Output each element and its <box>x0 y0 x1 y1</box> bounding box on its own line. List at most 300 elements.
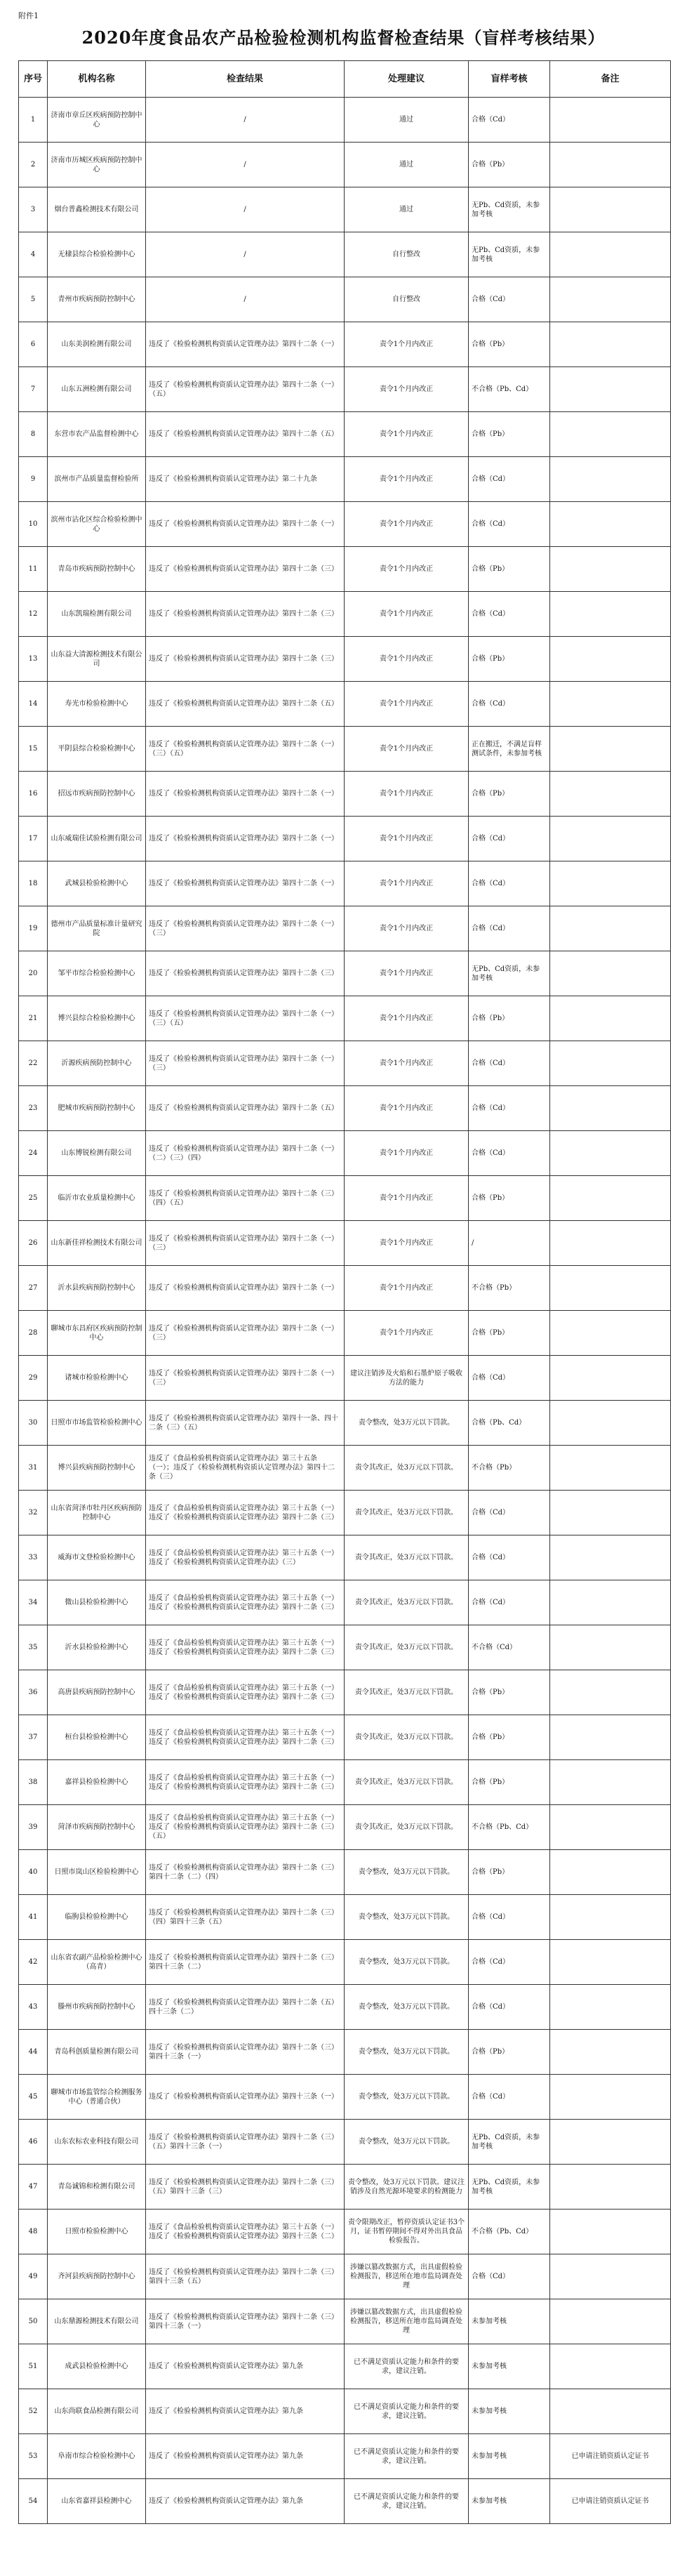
cell-advice: 已不满足资质认定能力和条件的要求，建议注销。 <box>345 2434 469 2479</box>
cell-blind-test: 合格（Pb） <box>469 1176 550 1221</box>
cell-org-name: 招远市疾病预防控制中心 <box>48 772 146 817</box>
table-row <box>19 1850 671 1895</box>
table-row <box>19 1356 671 1401</box>
cell-remark <box>550 817 671 861</box>
cell-check-result: / <box>146 98 345 143</box>
cell-org-name: 沂水县检验检测中心 <box>48 1625 146 1670</box>
col-header-remark: 备注 <box>550 61 671 98</box>
cell-no: 37 <box>19 1715 48 1760</box>
cell-check-result: 违反了《检验检测机构资质认定管理办法》第四十二条（三）第四十三条（二） <box>146 1940 345 1985</box>
table-row <box>19 727 671 772</box>
cell-advice: 责令1个月内改正 <box>345 817 469 861</box>
cell-blind-test: 不合格（Cd） <box>469 1625 550 1670</box>
table-row <box>19 1266 671 1311</box>
cell-remark <box>550 502 671 547</box>
table-row <box>19 412 671 457</box>
cell-blind-test: 合格（Pb） <box>469 637 550 682</box>
cell-no: 13 <box>19 637 48 682</box>
cell-advice: 自行整改 <box>345 232 469 277</box>
cell-org-name: 沂源疾病预防控制中心 <box>48 1041 146 1086</box>
cell-check-result: 违反了《食品检验机构资质认定管理办法》第三十五条（一）违反了《检验检测机构资质认定管理办法》第四十三条（二） <box>146 2210 345 2254</box>
cell-remark <box>550 1221 671 1266</box>
document-title: 2020年度食品农产品检验检测机构监督检查结果（盲样考核结果） <box>81 27 606 48</box>
cell-no: 43 <box>19 1985 48 2030</box>
cell-check-result: 违反了《检验检测机构资质认定管理办法》第四十二条（三）（四）第四十三条（五） <box>146 1895 345 1940</box>
col-header-result: 检查结果 <box>146 61 345 98</box>
cell-remark <box>550 592 671 637</box>
cell-org-name: 山东省农副产品检验检测中心（高青） <box>48 1940 146 1985</box>
cell-no: 47 <box>19 2165 48 2210</box>
cell-no: 20 <box>19 951 48 996</box>
cell-blind-test: 无Pb、Cd资质，未参加考核 <box>469 951 550 996</box>
table-row <box>19 682 671 727</box>
cell-check-result: 违反了《检验检测机构资质认定管理办法》第四十二条（三）（五）第四十三条（三） <box>146 2165 345 2210</box>
cell-no: 25 <box>19 1176 48 1221</box>
cell-blind-test: 合格（Pb） <box>469 547 550 592</box>
table-row <box>19 2075 671 2120</box>
cell-remark <box>550 1311 671 1356</box>
cell-remark <box>550 1805 671 1850</box>
cell-org-name: 山东尚联食品检测有限公司 <box>48 2389 146 2434</box>
cell-check-result: 违反了《食品检验机构资质认定管理办法》第三十五条（一）违反了《检验检测机构资质认定管理办法》第四十二条（三） <box>146 1715 345 1760</box>
cell-no: 32 <box>19 1491 48 1535</box>
cell-remark <box>550 547 671 592</box>
cell-org-name: 博兴县综合检验检测中心 <box>48 996 146 1041</box>
cell-advice: 责令整改，处3万元以下罚款。建议注销涉及自然光源环境要求的检测能力 <box>345 2165 469 2210</box>
table-row <box>19 1221 671 1266</box>
cell-advice: 责令1个月内改正 <box>345 682 469 727</box>
cell-check-result: 违反了《检验检测机构资质认定管理办法》第四十二条（一）（三） <box>146 1041 345 1086</box>
cell-org-name: 聊城市东昌府区疾病预防控制中心 <box>48 1311 146 1356</box>
cell-advice: 已不满足资质认定能力和条件的要求，建议注销。 <box>345 2389 469 2434</box>
table-row <box>19 457 671 502</box>
cell-check-result: 违反了《检验检测机构资质认定管理办法》第四十二条（一）（三） <box>146 906 345 951</box>
cell-remark <box>550 1356 671 1401</box>
cell-org-name: 山东凯瑞检测有限公司 <box>48 592 146 637</box>
table-row <box>19 1491 671 1535</box>
cell-no: 15 <box>19 727 48 772</box>
cell-check-result: 违反了《检验检测机构资质认定管理办法》第四十二条（三）第四十三条（一） <box>146 2030 345 2075</box>
cell-no: 2 <box>19 143 48 187</box>
cell-check-result: 违反了《检验检测机构资质认定管理办法》第四十二条（五） <box>146 1086 345 1131</box>
cell-check-result: 违反了《检验检测机构资质认定管理办法》第九条 <box>146 2434 345 2479</box>
cell-remark <box>550 232 671 277</box>
cell-org-name: 博兴县疾病预防控制中心 <box>48 1446 146 1491</box>
cell-advice: 责令1个月内改正 <box>345 1086 469 1131</box>
cell-blind-test: 未参加考核 <box>469 2299 550 2344</box>
cell-no: 14 <box>19 682 48 727</box>
table-row <box>19 1041 671 1086</box>
cell-remark <box>550 367 671 412</box>
table-row <box>19 1401 671 1446</box>
cell-org-name: 山东美润检测有限公司 <box>48 322 146 367</box>
inspection-results-table <box>18 60 671 2524</box>
table-row <box>19 951 671 996</box>
cell-no: 7 <box>19 367 48 412</box>
cell-advice: 责令1个月内改正 <box>345 547 469 592</box>
cell-check-result: 违反了《检验检测机构资质认定管理办法》第四十二条（一）（三） <box>146 1311 345 1356</box>
cell-org-name: 青岛科创质量检测有限公司 <box>48 2030 146 2075</box>
cell-advice: 涉嫌以篡改数据方式，出具虚假检验检测报告，移送所在地市监局调查处理 <box>345 2299 469 2344</box>
cell-no: 8 <box>19 412 48 457</box>
table-row <box>19 2479 671 2524</box>
cell-no: 44 <box>19 2030 48 2075</box>
table-row <box>19 2434 671 2479</box>
table-row <box>19 1625 671 1670</box>
cell-check-result: 违反了《检验检测机构资质认定管理办法》第四十二条（一）（二）（三）（四） <box>146 1131 345 1176</box>
cell-no: 50 <box>19 2299 48 2344</box>
cell-check-result: 违反了《检验检测机构资质认定管理办法》第四十二条（一） <box>146 772 345 817</box>
cell-blind-test: 合格（Cd） <box>469 592 550 637</box>
cell-org-name: 高唐县疾病预防控制中心 <box>48 1670 146 1715</box>
cell-advice: 通过 <box>345 98 469 143</box>
cell-remark <box>550 2075 671 2120</box>
cell-check-result: 违反了《食品检验机构资质认定管理办法》第三十五条（一）违反了《检验检测机构资质认定管理办法》第四十二条（三） <box>146 1670 345 1715</box>
cell-remark <box>550 1086 671 1131</box>
cell-no: 48 <box>19 2210 48 2254</box>
cell-no: 54 <box>19 2479 48 2524</box>
cell-blind-test: 不合格（Pb、Cd） <box>469 367 550 412</box>
table-row <box>19 187 671 232</box>
cell-check-result: 违反了《食品检验机构资质认定管理办法》第三十五条（一）违反了《检验检测机构资质认定管理办法》第四十二条（三） <box>146 1760 345 1805</box>
cell-check-result: 违反了《检验检测机构资质认定管理办法》第二十九条 <box>146 457 345 502</box>
cell-remark <box>550 637 671 682</box>
cell-blind-test: 无Pb、Cd资质，未参加考核 <box>469 232 550 277</box>
cell-remark <box>550 1041 671 1086</box>
cell-blind-test: 无Pb、Cd资质，未参加考核 <box>469 2165 550 2210</box>
cell-no: 27 <box>19 1266 48 1311</box>
cell-blind-test: 合格（Pb） <box>469 1311 550 1356</box>
cell-blind-test: 不合格（Pb、Cd） <box>469 1805 550 1850</box>
cell-remark <box>550 1401 671 1446</box>
cell-remark: 已申请注销资质认定证书 <box>550 2434 671 2479</box>
table-row <box>19 1940 671 1985</box>
cell-remark <box>550 906 671 951</box>
cell-blind-test: 合格（Cd） <box>469 1131 550 1176</box>
cell-blind-test: 合格（Pb） <box>469 1850 550 1895</box>
cell-blind-test: 合格（Pb） <box>469 143 550 187</box>
cell-check-result: 违反了《检验检测机构资质认定管理办法》第四十二条（三）（五）第四十三条（一） <box>146 2120 345 2165</box>
cell-blind-test: 合格（Cd） <box>469 1356 550 1401</box>
cell-advice: 责令1个月内改正 <box>345 727 469 772</box>
cell-check-result: / <box>146 232 345 277</box>
cell-check-result: 违反了《检验检测机构资质认定管理办法》第四十二条（三）第四十三条（五） <box>146 2254 345 2299</box>
cell-remark <box>550 1850 671 1895</box>
cell-blind-test: 合格（Pb） <box>469 1715 550 1760</box>
cell-org-name: 山东威瑞佳试验检测有限公司 <box>48 817 146 861</box>
cell-blind-test: 未参加考核 <box>469 2344 550 2389</box>
cell-check-result: 违反了《检验检测机构资质认定管理办法》第四十二条（五）四十三条（二） <box>146 1985 345 2030</box>
cell-no: 1 <box>19 98 48 143</box>
cell-check-result: 违反了《食品检验机构资质认定管理办法》第三十五条（一）违反了《检验检测机构资质认定管理办法》第四十二条（三） <box>146 1625 345 1670</box>
cell-no: 40 <box>19 1850 48 1895</box>
cell-check-result: 违反了《食品检验机构资质认定管理办法》第三十五条（一）；违反了《检验检测机构资质认定管理办法》第四十二条（三） <box>146 1446 345 1491</box>
cell-advice: 责令其改正，处3万元以下罚款。 <box>345 1670 469 1715</box>
cell-remark <box>550 2165 671 2210</box>
table-row <box>19 2120 671 2165</box>
table-row <box>19 502 671 547</box>
cell-check-result: 违反了《检验检测机构资质认定管理办法》第四十二条（三）第四十三条（一） <box>146 2299 345 2344</box>
cell-no: 34 <box>19 1580 48 1625</box>
cell-blind-test: 合格（Cd） <box>469 277 550 322</box>
cell-blind-test: 合格（Cd） <box>469 1895 550 1940</box>
cell-org-name: 肥城市疾病预防控制中心 <box>48 1086 146 1131</box>
cell-blind-test: 合格（Cd） <box>469 457 550 502</box>
cell-org-name: 滨州市产品质量监督检验所 <box>48 457 146 502</box>
cell-check-result: 违反了《检验检测机构资质认定管理办法》第四十二条（一） <box>146 861 345 906</box>
cell-check-result: 违反了《检验检测机构资质认定管理办法》第四十二条（三） <box>146 547 345 592</box>
cell-advice: 责令1个月内改正 <box>345 1131 469 1176</box>
table-row <box>19 547 671 592</box>
cell-check-result: 违反了《检验检测机构资质认定管理办法》第四十二条（三）（四）（五） <box>146 1176 345 1221</box>
cell-remark <box>550 412 671 457</box>
cell-remark <box>550 1131 671 1176</box>
cell-advice: 责令1个月内改正 <box>345 1266 469 1311</box>
cell-no: 21 <box>19 996 48 1041</box>
cell-no: 3 <box>19 187 48 232</box>
cell-org-name: 临沂市农业质量检测中心 <box>48 1176 146 1221</box>
cell-remark <box>550 682 671 727</box>
cell-check-result: 违反了《食品检验机构资质认定管理办法》第三十五条（一）违反了《检验检测机构资质认定管理办法》（三） <box>146 1535 345 1580</box>
cell-no: 39 <box>19 1805 48 1850</box>
cell-no: 29 <box>19 1356 48 1401</box>
cell-check-result: 违反了《检验检测机构资质认定管理办法》第四十二条（一） <box>146 322 345 367</box>
cell-org-name: 寿光市检验检测中心 <box>48 682 146 727</box>
cell-no: 46 <box>19 2120 48 2165</box>
table-row <box>19 1535 671 1580</box>
cell-blind-test: 合格（Pb） <box>469 1670 550 1715</box>
cell-remark <box>550 1670 671 1715</box>
cell-advice: 责令其改正，处3万元以下罚款。 <box>345 1715 469 1760</box>
cell-check-result: / <box>146 143 345 187</box>
cell-org-name: 微山县检验检测中心 <box>48 1580 146 1625</box>
table-row <box>19 1131 671 1176</box>
cell-check-result: 违反了《食品检验机构资质认定管理办法》第三十五条（一）违反了《检验检测机构资质认定管理办法》第四十二条（三） <box>146 1580 345 1625</box>
table-row <box>19 143 671 187</box>
cell-no: 18 <box>19 861 48 906</box>
cell-remark <box>550 1715 671 1760</box>
cell-blind-test: 无Pb、Cd资质，未参加考核 <box>469 187 550 232</box>
cell-org-name: 青州市疾病预防控制中心 <box>48 277 146 322</box>
cell-check-result: 违反了《检验检测机构资质认定管理办法》第四十二条（三） <box>146 592 345 637</box>
cell-check-result: 违反了《检验检测机构资质认定管理办法》第四十二条（一） <box>146 1266 345 1311</box>
cell-remark <box>550 2344 671 2389</box>
cell-org-name: 武城县检验检测中心 <box>48 861 146 906</box>
cell-advice: 责令整改，处3万元以下罚款。 <box>345 2030 469 2075</box>
cell-org-name: 青岛诚锦和检测有限公司 <box>48 2165 146 2210</box>
cell-remark <box>550 2299 671 2344</box>
cell-check-result: / <box>146 187 345 232</box>
cell-org-name: 齐河县疾病预防控制中心 <box>48 2254 146 2299</box>
col-header-advice: 处理建议 <box>345 61 469 98</box>
cell-advice: 责令其改正，处3万元以下罚款。 <box>345 1446 469 1491</box>
cell-blind-test: 合格（Cd） <box>469 1086 550 1131</box>
table-row <box>19 98 671 143</box>
cell-no: 19 <box>19 906 48 951</box>
cell-blind-test: 合格（Pb） <box>469 996 550 1041</box>
cell-blind-test: 合格（Cd） <box>469 2075 550 2120</box>
cell-advice: 责令1个月内改正 <box>345 1311 469 1356</box>
cell-no: 31 <box>19 1446 48 1491</box>
cell-blind-test: 合格（Cd） <box>469 1985 550 2030</box>
cell-remark <box>550 277 671 322</box>
cell-blind-test: 不合格（Pb、Cd） <box>469 2210 550 2254</box>
cell-blind-test: 合格（Pb、Cd） <box>469 1401 550 1446</box>
cell-advice: 责令1个月内改正 <box>345 861 469 906</box>
cell-org-name: 山东五洲检测有限公司 <box>48 367 146 412</box>
cell-blind-test: 合格（Cd） <box>469 1580 550 1625</box>
table-row <box>19 1311 671 1356</box>
cell-remark <box>550 1940 671 1985</box>
cell-blind-test: 合格（Cd） <box>469 1940 550 1985</box>
cell-advice: 责令1个月内改正 <box>345 1221 469 1266</box>
cell-advice: 责令1个月内改正 <box>345 322 469 367</box>
cell-blind-test: 不合格（Pb） <box>469 1446 550 1491</box>
cell-advice: 责令整改，处3万元以下罚款。 <box>345 1850 469 1895</box>
cell-remark <box>550 2210 671 2254</box>
cell-advice: 责令整改，处3万元以下罚款。 <box>345 2120 469 2165</box>
cell-no: 11 <box>19 547 48 592</box>
cell-remark <box>550 1985 671 2030</box>
cell-org-name: 滨州市沾化区综合检验检测中心 <box>48 502 146 547</box>
cell-check-result: 违反了《检验检测机构资质认定管理办法》第四十二条（三）第四十二条（二）（四） <box>146 1850 345 1895</box>
cell-no: 38 <box>19 1760 48 1805</box>
cell-advice: 责令整改，处3万元以下罚款。 <box>345 1401 469 1446</box>
cell-remark <box>550 187 671 232</box>
table-row <box>19 1895 671 1940</box>
table-row <box>19 861 671 906</box>
table-row <box>19 1580 671 1625</box>
cell-remark <box>550 861 671 906</box>
cell-remark <box>550 457 671 502</box>
cell-blind-test: 合格（Cd） <box>469 1535 550 1580</box>
cell-no: 24 <box>19 1131 48 1176</box>
cell-advice: 责令1个月内改正 <box>345 772 469 817</box>
cell-advice: 责令1个月内改正 <box>345 906 469 951</box>
cell-org-name: 成武县检验检测中心 <box>48 2344 146 2389</box>
cell-no: 5 <box>19 277 48 322</box>
cell-org-name: 山东农标农业科技有限公司 <box>48 2120 146 2165</box>
cell-check-result: 违反了《食品检验机构资质认定管理办法》第三十五条（一）违反了《检验检测机构资质认定管理办法》第四十二条（三）（五） <box>146 1805 345 1850</box>
table-row <box>19 1985 671 2030</box>
cell-check-result: 违反了《检验检测机构资质认定管理办法》第四十二条（一）（五） <box>146 367 345 412</box>
table-row <box>19 592 671 637</box>
cell-org-name: 诸城市检验检测中心 <box>48 1356 146 1401</box>
cell-org-name: 威海市文登检验检测中心 <box>48 1535 146 1580</box>
cell-check-result: 违反了《检验检测机构资质认定管理办法》第九条 <box>146 2344 345 2389</box>
cell-org-name: 东营市农产品监督检测中心 <box>48 412 146 457</box>
cell-org-name: 嘉祥县检验检测中心 <box>48 1760 146 1805</box>
cell-advice: 责令1个月内改正 <box>345 637 469 682</box>
cell-no: 41 <box>19 1895 48 1940</box>
cell-remark <box>550 996 671 1041</box>
cell-advice: 已不满足资质认定能力和条件的要求，建议注销。 <box>345 2344 469 2389</box>
cell-advice: 通过 <box>345 143 469 187</box>
cell-advice: 责令1个月内改正 <box>345 592 469 637</box>
cell-org-name: 青岛市疾病预防控制中心 <box>48 547 146 592</box>
cell-no: 23 <box>19 1086 48 1131</box>
cell-no: 9 <box>19 457 48 502</box>
cell-remark <box>550 1176 671 1221</box>
table-row <box>19 1715 671 1760</box>
col-header-no: 序号 <box>19 61 48 98</box>
cell-org-name: 邹平市综合检验检测中心 <box>48 951 146 996</box>
cell-blind-test: 合格（Pb） <box>469 2030 550 2075</box>
table-row <box>19 1176 671 1221</box>
cell-check-result: / <box>146 277 345 322</box>
cell-blind-test: 未参加考核 <box>469 2479 550 2524</box>
cell-no: 36 <box>19 1670 48 1715</box>
cell-check-result: 违反了《检验检测机构资质认定管理办法》第四十二条（五） <box>146 412 345 457</box>
table-row <box>19 2030 671 2075</box>
cell-remark <box>550 951 671 996</box>
cell-advice: 通过 <box>345 187 469 232</box>
table-row <box>19 906 671 951</box>
cell-advice: 责令1个月内改正 <box>345 1176 469 1221</box>
table-row <box>19 1086 671 1131</box>
cell-remark <box>550 322 671 367</box>
table-row <box>19 2344 671 2389</box>
cell-no: 30 <box>19 1401 48 1446</box>
cell-advice: 责令1个月内改正 <box>345 996 469 1041</box>
cell-blind-test: 合格（Pb） <box>469 412 550 457</box>
cell-check-result: 违反了《检验检测机构资质认定管理办法》第四十二条（三） <box>146 637 345 682</box>
cell-org-name: 菏泽市疾病预防控制中心 <box>48 1805 146 1850</box>
cell-no: 26 <box>19 1221 48 1266</box>
cell-remark <box>550 1446 671 1491</box>
cell-advice: 涉嫌以篡改数据方式，出具虚假检验检测报告，移送所在地市监局调查处理 <box>345 2254 469 2299</box>
cell-no: 12 <box>19 592 48 637</box>
cell-no: 6 <box>19 322 48 367</box>
table-row <box>19 637 671 682</box>
cell-blind-test: 合格（Cd） <box>469 682 550 727</box>
cell-org-name: 山东新佳祥检测技术有限公司 <box>48 1221 146 1266</box>
table-row <box>19 1446 671 1491</box>
cell-no: 49 <box>19 2254 48 2299</box>
cell-advice: 责令其改正，处3万元以下罚款。 <box>345 1625 469 1670</box>
cell-check-result: 违反了《检验检测机构资质认定管理办法》第四十三条（一） <box>146 2075 345 2120</box>
cell-advice: 责令1个月内改正 <box>345 367 469 412</box>
cell-remark: 已申请注销资质认定证书 <box>550 2479 671 2524</box>
cell-check-result: 违反了《检验检测机构资质认定管理办法》第四十二条（一）（三） <box>146 1356 345 1401</box>
cell-org-name: 山东鼎源检测技术有限公司 <box>48 2299 146 2344</box>
cell-org-name: 阜南市综合检验检测中心 <box>48 2434 146 2479</box>
cell-check-result: 违反了《检验检测机构资质认定管理办法》第四十二条（一）（三）（五） <box>146 996 345 1041</box>
cell-org-name: 临朐县检验检测中心 <box>48 1895 146 1940</box>
cell-remark <box>550 1580 671 1625</box>
attachment-label: 附件1 <box>18 11 39 20</box>
cell-no: 42 <box>19 1940 48 1985</box>
cell-remark <box>550 1491 671 1535</box>
cell-blind-test: 合格（Cd） <box>469 817 550 861</box>
cell-remark <box>550 98 671 143</box>
table-header-row <box>19 61 671 98</box>
cell-advice: 责令其改正，处3万元以下罚款。 <box>345 1491 469 1535</box>
cell-check-result: 违反了《检验检测机构资质认定管理办法》第九条 <box>146 2479 345 2524</box>
cell-remark <box>550 2120 671 2165</box>
cell-blind-test: 合格（Cd） <box>469 1041 550 1086</box>
cell-advice: 责令整改，处3万元以下罚款。 <box>345 1985 469 2030</box>
cell-blind-test: 无Pb、Cd资质，未参加考核 <box>469 2120 550 2165</box>
cell-advice: 责令其改正，处3万元以下罚款。 <box>345 1760 469 1805</box>
cell-advice: 自行整改 <box>345 277 469 322</box>
cell-check-result: 违反了《检验检测机构资质认定管理办法》第九条 <box>146 2389 345 2434</box>
cell-remark <box>550 2389 671 2434</box>
cell-remark <box>550 1760 671 1805</box>
cell-blind-test: 正在搬迁，不满足盲样测试条件，未参加考核 <box>469 727 550 772</box>
cell-org-name: 日照市检验检测中心 <box>48 2210 146 2254</box>
cell-no: 35 <box>19 1625 48 1670</box>
